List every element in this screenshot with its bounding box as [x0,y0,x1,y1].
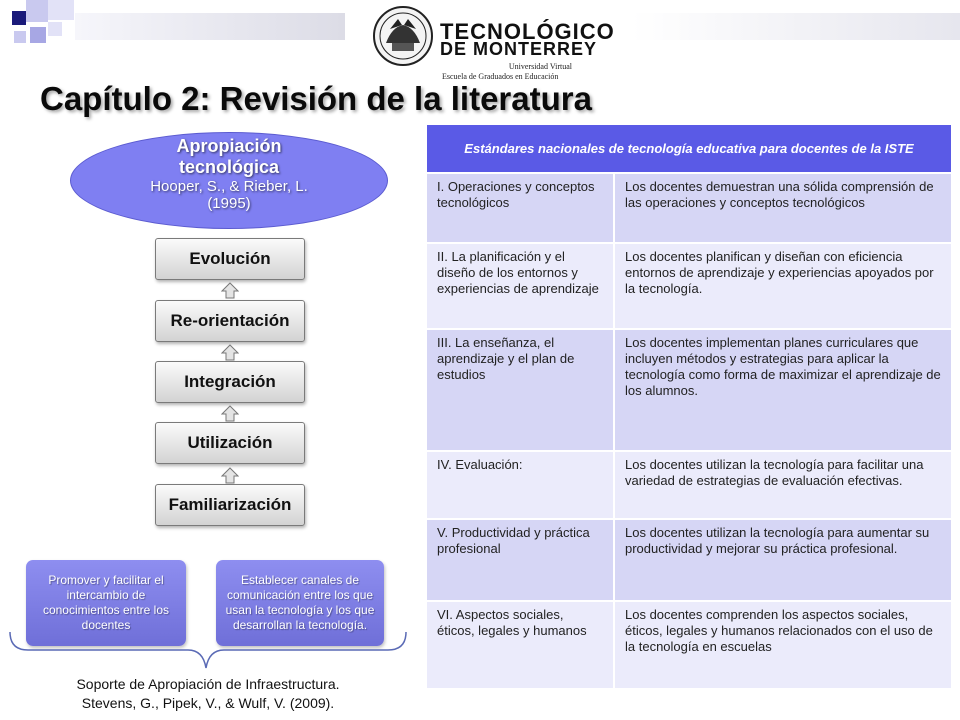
decor-square-light [48,22,62,36]
description-cell: Los docentes utilizan la tecnología para aumentar su productividad y mejorar su práctica profesional. [614,519,951,601]
table-row [427,243,951,329]
description-cell: Los docentes utilizan la tecnología para facilitar una variedad de estrategias de evaluación efectivas. [614,451,951,519]
standard-cell: III. La enseñanza, el aprendizaje y el plan de estudios [427,329,614,451]
stage-evolucion: Evolución [155,238,305,280]
table-row [427,451,951,519]
curly-brace-icon [8,630,408,670]
support-line1: Soporte de Apropiación de Infraestructura. [76,676,340,692]
standard-cell: I. Operaciones y conceptos tecnológicos [427,173,614,243]
header-bar-left [75,13,345,40]
table-row [427,601,951,689]
decor-square-mid [30,27,46,43]
header-bar-right [632,13,960,40]
description-cell: Los docentes comprenden los aspectos sociales, éticos, legales y humanos relacionados con el uso de la tecnología en escuelas [614,601,951,689]
stage-familiarizacion: Familiarización [155,484,305,526]
model-citation-line2: (1995) [207,195,251,212]
table-header-row [427,125,951,173]
description-cell: Los docentes planifican y diseñan con eficiencia entornos de aprendizaje y experiencias apoyados por la tecnología. [614,243,951,329]
logo-subtitle1: Universidad Virtual [508,62,572,71]
up-arrow-icon [221,344,239,361]
standard-cell: V. Productividad y práctica profesional [427,519,614,601]
table-row [427,519,951,601]
institution-seal-icon [372,5,434,67]
standards-table [427,125,951,690]
table-row [427,329,951,451]
up-arrow-icon [221,467,239,484]
decor-square-light [48,0,74,20]
model-title-line2: tecnológica [178,157,280,177]
stage-integracion: Integración [155,361,305,403]
table-row [427,173,951,243]
logo-name-line2: DE MONTERREY [440,39,598,59]
stage-reorientacion: Re-orientación [155,300,305,342]
up-arrow-icon [221,405,239,422]
standard-cell: IV. Evaluación: [427,451,614,519]
callout-establecer: Establecer canales de comunicación entre los que usan la tecnología y los que desarrollan la tecnología. [216,560,384,646]
model-title-line1: Apropiación [176,136,282,156]
decor-square-light [26,0,48,22]
logo-name-line1: TECNOLÓGICO [440,19,615,44]
description-cell: Los docentes demuestran una sólida comprensión de las operaciones y conceptos tecnológicos [614,173,951,243]
model-citation-line1: Hooper, S., & Rieber, L. [150,178,308,195]
description-cell: Los docentes implementan planes curriculares que incluyen métodos y estrategias para aplicar la tecnología como forma de maximizar el aprendizaje de los alumnos. [614,329,951,451]
stage-utilizacion: Utilización [155,422,305,464]
up-arrow-icon [221,282,239,299]
standard-cell: VI. Aspectos sociales, éticos, legales y humanos [427,601,614,689]
support-line2: Stevens, G., Pipek, V., & Wulf, V. (2009). [81,695,335,711]
decor-square-light [14,31,26,43]
logo-subtitle2: Escuela de Graduados en Educación [442,72,559,81]
standard-cell: II. La planificación y el diseño de los entornos y experiencias de aprendizaje [427,243,614,329]
decor-square-dark [12,11,26,25]
table-header: Estándares nacionales de tecnología educativa para docentes de la ISTE [427,125,951,173]
institution-logo [372,5,615,81]
callout-promover: Promover y facilitar el intercambio de conocimientos entre los docentes [26,560,186,646]
model-ellipse [70,132,388,229]
slide-title: Capítulo 2: Revisión de la literatura [40,80,592,117]
